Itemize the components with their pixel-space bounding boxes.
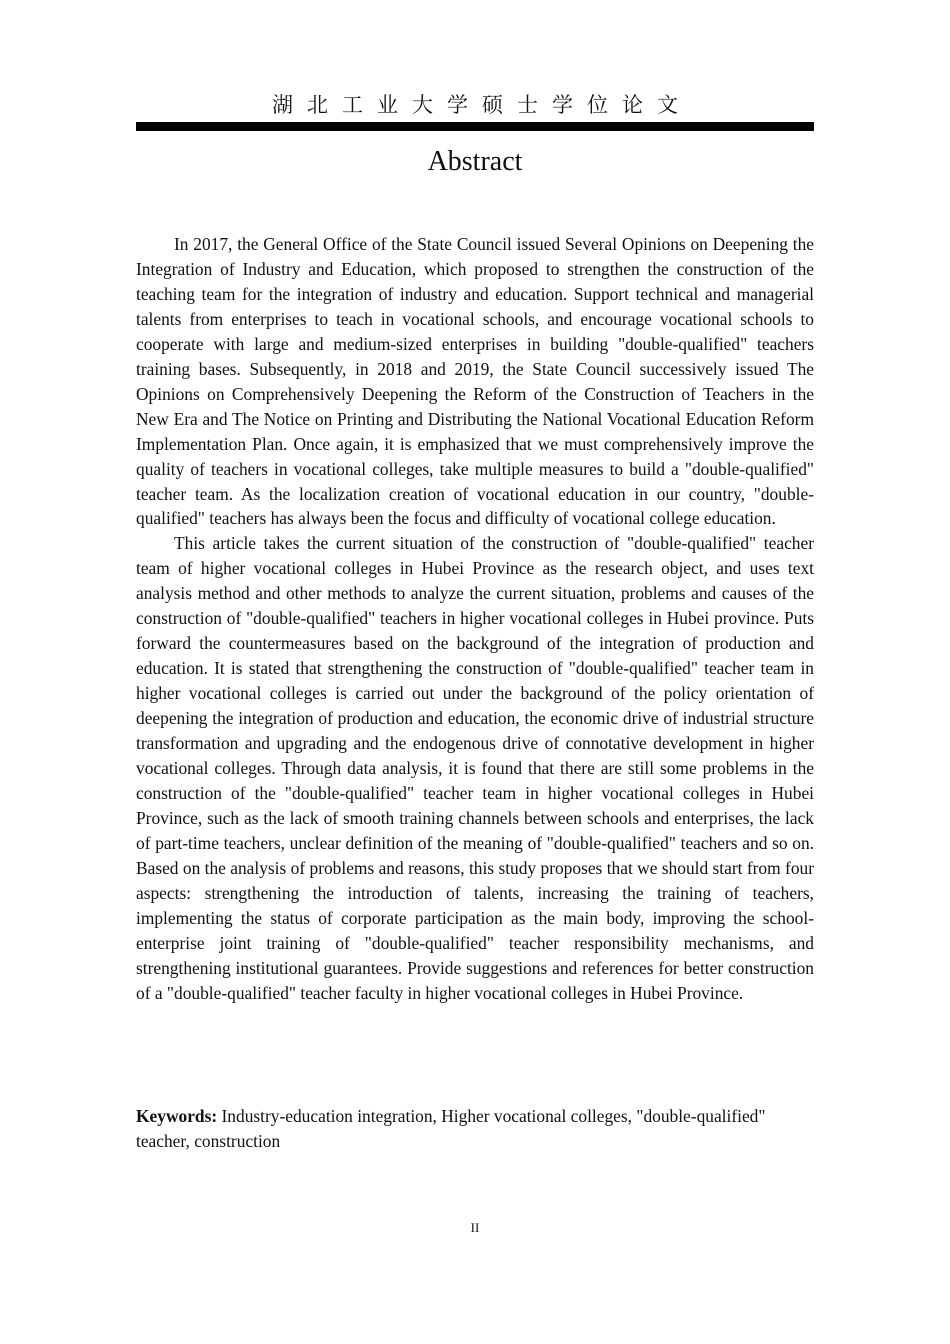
header-rule	[136, 122, 814, 131]
keywords-text: Industry-education integration, Higher vocational colleges, "double-qualified" teacher, construction	[136, 1106, 766, 1151]
keywords-line	[136, 1104, 776, 1154]
abstract-paragraph: In 2017, the General Office of the State Council issued Several Opinions on Deepening the Integration of Industry and Education, which proposed to strengthen the construction of the teaching team for the integration of industry and education. Support technical and managerial talents from enterprises to teach in vocational schools, and encourage vocational schools to cooperate with large and medium-sized enterprises in building "double-qualified" teachers training bases. Subsequently, in 2018 and 2019, the State Council successively issued The Opinions on Comprehensively Deepening the Reform of the Construction of Teachers in the New Era and The Notice on Printing and Distributing the National Vocational Education Reform Implementation Plan. Once again, it is emphasized that we must comprehensively improve the quality of teachers in vocational colleges, take multiple measures to build a "double-qualified" teacher team. As the localization creation of vocational education in our country, "double-qualified" teachers has always been the focus and difficulty of vocational college education.	[136, 234, 814, 529]
keywords-label: Keywords:	[136, 1106, 218, 1126]
running-header: 湖北工业大学硕士学位论文	[272, 93, 692, 117]
page-title: Abstract	[427, 146, 523, 177]
abstract-body	[136, 232, 814, 1006]
page-number: II	[470, 1220, 480, 1235]
abstract-paragraph: This article takes the current situation of the construction of "double-qualified" teacher team of higher vocational colleges in Hubei Province as the research object, and uses text analysis method and other methods to analyze the current situation, problems and causes of the construction of "double-qualified" teachers in higher vocational colleges in Hubei province. Puts forward the countermeasures based on the background of the integration of production and education. It is stated that strengthening the construction of "double-qualified" teacher team in higher vocational colleges is carried out under the background of the policy orientation of deepening the integration of production and education, the economic drive of industrial structure transformation and upgrading and the endogenous drive of connotative development in higher vocational colleges. Through data analysis, it is found that there are still some problems in the construction of the "double-qualified" teacher team in higher vocational colleges in Hubei Province, such as the lack of smooth training channels between schools and enterprises, the lack of part-time teachers, unclear definition of the meaning of "double-qualified" teachers and so on. Based on the analysis of problems and reasons, this study proposes that we should start from four aspects: strengthening the introduction of talents, increasing the training of teachers, implementing the status of corporate participation as the main body, improving the school-enterprise joint training of "double-qualified" teacher responsibility mechanisms, and strengthening institutional guarantees. Provide suggestions and references for better construction of a "double-qualified" teacher faculty in higher vocational colleges in Hubei Province.	[136, 533, 814, 1003]
